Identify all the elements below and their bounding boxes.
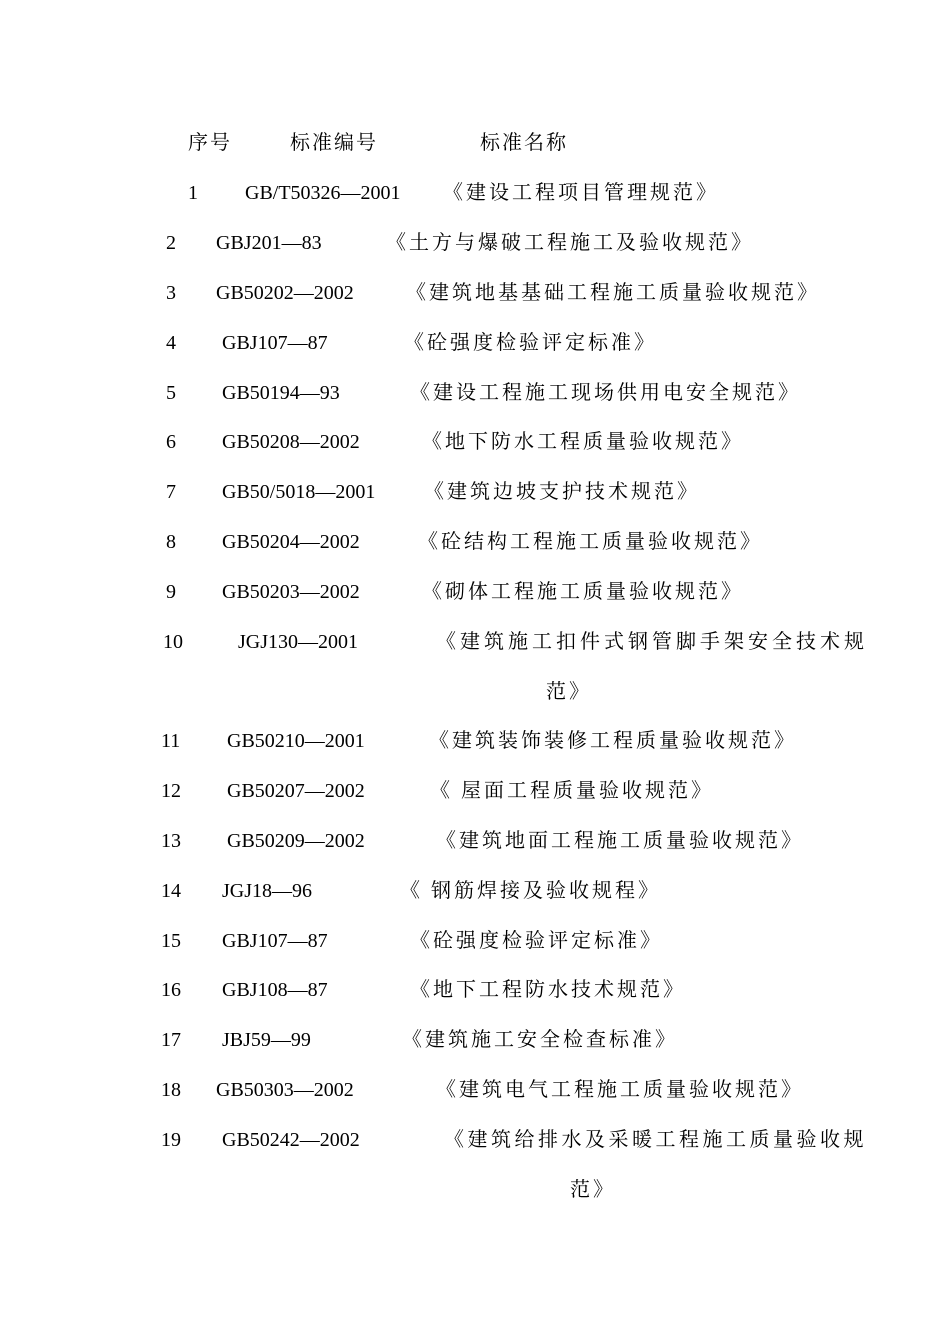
row-10-name: 《建筑施工扣件式钢管脚手架安全技术规	[436, 631, 868, 653]
row-6-code: GB50208—2002	[222, 431, 360, 453]
row-18-num: 18	[161, 1079, 181, 1101]
row-16-num: 16	[161, 979, 181, 1001]
row-16-name: 《地下工程防水技术规范》	[410, 979, 686, 1001]
row-5-code: GB50194—93	[222, 382, 340, 404]
row-8-code: GB50204—2002	[222, 531, 360, 553]
row-19-code: GB50242—2002	[222, 1129, 360, 1151]
row-1-num: 1	[188, 182, 198, 204]
row-19-num: 19	[161, 1129, 181, 1151]
row-10-num: 10	[163, 631, 183, 653]
row-8-name: 《砼结构工程施工质量验收规范》	[418, 531, 763, 553]
row-13-name: 《建筑地面工程施工质量验收规范》	[436, 830, 804, 852]
row-7-num: 7	[166, 481, 176, 503]
row-18-name: 《建筑电气工程施工质量验收规范》	[436, 1079, 804, 1101]
row-4-num: 4	[166, 332, 176, 354]
row-11-num: 11	[161, 730, 181, 752]
row-19-name-cont: 范》	[570, 1179, 616, 1201]
row-8-num: 8	[166, 531, 176, 553]
row-18-code: GB50303—2002	[216, 1079, 354, 1101]
row-7-code: GB50/5018—2001	[222, 481, 376, 503]
row-10-name-cont: 范》	[546, 681, 592, 703]
row-13-code: GB50209—2002	[227, 830, 365, 852]
row-2-name: 《土方与爆破工程施工及验收规范》	[386, 232, 754, 254]
row-11-name: 《建筑装饰装修工程质量验收规范》	[429, 730, 797, 752]
row-15-num: 15	[161, 930, 181, 952]
row-15-name: 《砼强度检验评定标准》	[410, 930, 663, 952]
row-12-code: GB50207—2002	[227, 780, 365, 802]
header-seq: 序号	[188, 132, 232, 154]
row-17-name: 《建筑施工安全检查标准》	[402, 1029, 678, 1051]
row-14-name: 《 钢筋焊接及验收规程》	[400, 880, 661, 902]
row-6-num: 6	[166, 431, 176, 453]
row-6-name: 《地下防水工程质量验收规范》	[422, 431, 744, 453]
row-5-name: 《建设工程施工现场供用电安全规范》	[410, 382, 801, 404]
row-17-num: 17	[161, 1029, 181, 1051]
row-11-code: GB50210—2001	[227, 730, 365, 752]
row-13-num: 13	[161, 830, 181, 852]
row-3-num: 3	[166, 282, 176, 304]
row-16-code: GBJ108—87	[222, 979, 328, 1001]
row-9-name: 《砌体工程施工质量验收规范》	[422, 581, 744, 603]
row-2-code: GBJ201—83	[216, 232, 322, 254]
row-14-code: JGJ18—96	[222, 880, 313, 902]
row-3-code: GB50202—2002	[216, 282, 354, 304]
header-name: 标准名称	[480, 132, 568, 154]
row-19-name: 《建筑给排水及采暖工程施工质量验收规	[444, 1129, 867, 1151]
row-5-num: 5	[166, 382, 176, 404]
row-3-name: 《建筑地基基础工程施工质量验收规范》	[406, 282, 820, 304]
row-9-code: GB50203—2002	[222, 581, 360, 603]
row-1-name: 《建设工程项目管理规范》	[443, 182, 719, 204]
row-7-name: 《建筑边坡支护技术规范》	[424, 481, 700, 503]
row-12-num: 12	[161, 780, 181, 802]
row-15-code: GBJ107—87	[222, 930, 328, 952]
header-code: 标准编号	[290, 132, 378, 154]
row-14-num: 14	[161, 880, 181, 902]
row-4-code: GBJ107—87	[222, 332, 328, 354]
row-12-name: 《 屋面工程质量验收规范》	[430, 780, 714, 802]
row-4-name: 《砼强度检验评定标准》	[404, 332, 657, 354]
row-10-code: JGJ130—2001	[238, 631, 359, 653]
row-17-code: JBJ59—99	[222, 1029, 311, 1051]
row-9-num: 9	[166, 581, 176, 603]
row-1-code: GB/T50326—2001	[245, 182, 401, 204]
row-2-num: 2	[166, 232, 176, 254]
